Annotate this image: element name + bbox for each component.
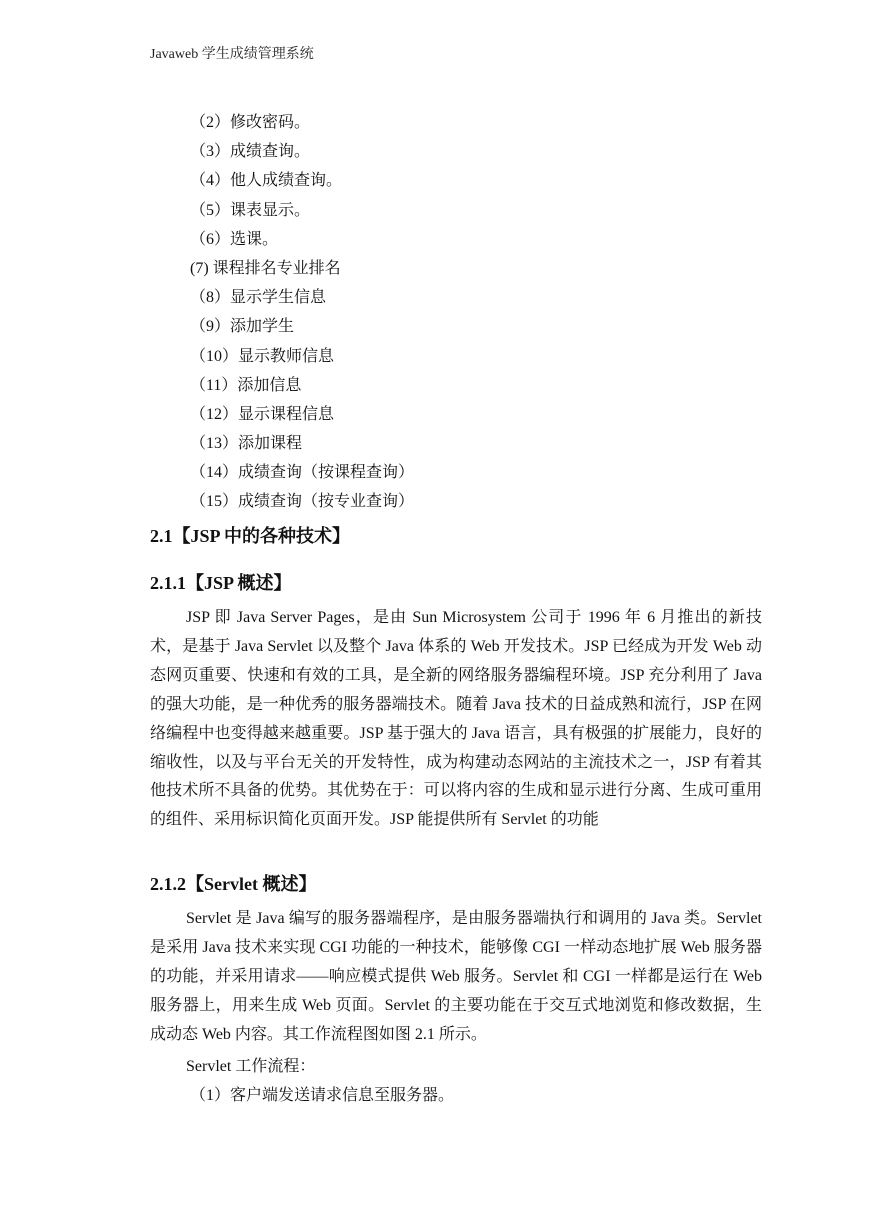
list-item: （3）成绩查询。 — [190, 143, 311, 161]
section-heading-2-1: 2.1【JSP 中的各种技术】 — [150, 526, 351, 546]
section-heading-2-1-2: 2.1.2【Servlet 概述】 — [150, 874, 317, 894]
list-item: （11）添加信息 — [190, 376, 302, 394]
servlet-overview-paragraph: Servlet 是 Java 编写的服务器端程序，是由服务器端执行和调用的 Java 类。Servlet 是采用 Java 技术来实现 CGI 功能的一种技术，能够像 CGI 一样动态地扩展 Web 服务器的功能，并采用请求——响应模式提供 Web 服务。Servlet 和 CGI 一样都是运行在 Web 服务器上，用来生成 Web 页面。Servlet 的主要功能在于交互式地浏览和修改数据，生成动态 Web 内容。其工作流程图如图 2.1 所示。 — [150, 910, 762, 1043]
jsp-overview-paragraph: JSP 即 Java Server Pages，是由 Sun Microsystem 公司于 1996 年 6 月推出的新技术，是基于 Java Servlet 以及整个 Java 体系的 Web 开发技术。JSP 已经成为开发 Web 动态网页重要、快速和有效的工具，是全新的网络服务器编程环境。JSP 充分利用了 Java 的强大功能，是一种优秀的服务器端技术。随着 Java 技术的日益成熟和流行，JSP 在网络编程中也变得越来越重要。JSP 基于强大的 Java 语言，具有极强的扩展能力，良好的缩收性，以及与平台无关的开发特性，成为构建动态网站的主流技术之一，JSP 有着其他技术所不具备的优势。其优势在于：可以将内容的生成和显示进行分离、生成可重用的组件、采用标识简化页面开发。JSP 能提供所有 Servlet 的功能 — [150, 609, 762, 829]
servlet-flow-step-1: （1）客户端发送请求信息至服务器。 — [190, 1087, 455, 1104]
list-item: （4）他人成绩查询。 — [190, 172, 343, 190]
list-item: （15）成绩查询（按专业查询） — [190, 493, 415, 511]
list-item: (7) 课程排名专业排名 — [190, 259, 341, 277]
page-header: Javaweb 学生成绩管理系统 — [150, 47, 314, 62]
section-heading-2-1-1: 2.1.1【JSP 概述】 — [150, 573, 292, 593]
list-item: （6）选课。 — [190, 230, 279, 248]
list-item: （13）添加课程 — [190, 435, 303, 453]
list-item: （8）显示学生信息 — [190, 289, 327, 307]
list-item: （5）课表显示。 — [190, 201, 311, 219]
list-item: （10）显示教师信息 — [190, 347, 335, 365]
feature-list — [190, 108, 414, 517]
list-item: （2）修改密码。 — [190, 114, 311, 131]
list-item: （12）显示课程信息 — [190, 405, 335, 423]
servlet-flow-label: Servlet 工作流程： — [186, 1058, 316, 1075]
list-item: （14）成绩查询（按课程查询） — [190, 464, 415, 482]
list-item: （9）添加学生 — [190, 318, 295, 336]
